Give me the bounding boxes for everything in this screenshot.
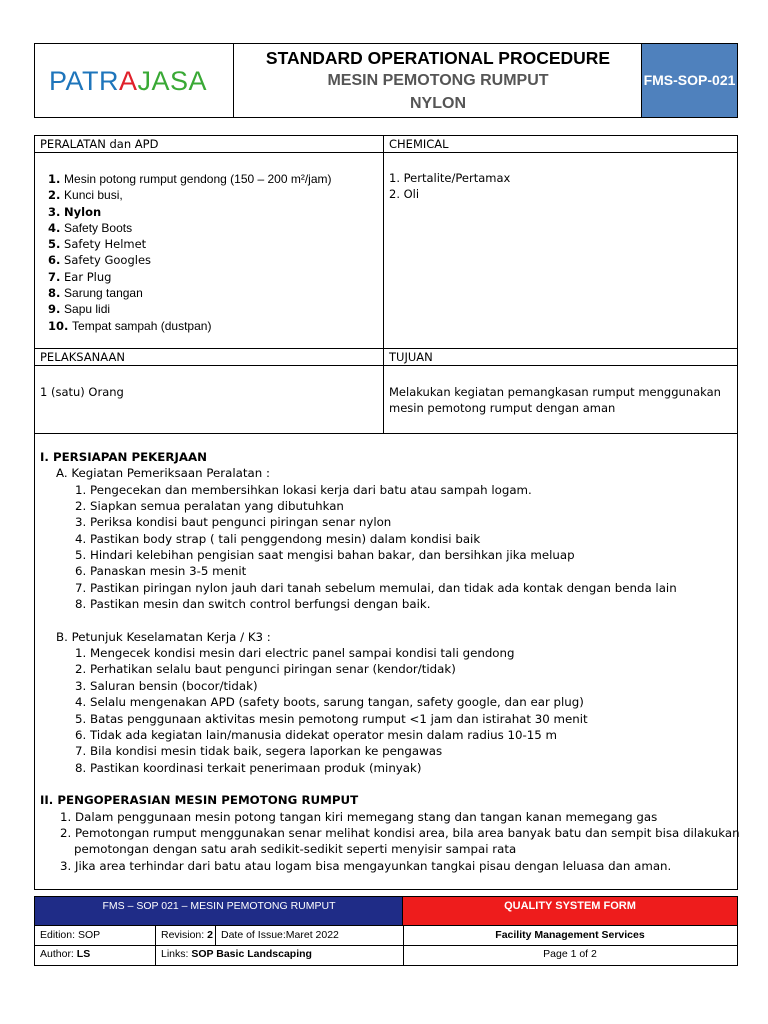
equipment-heading: PERALATAN dan APD xyxy=(40,137,159,151)
list-item: 3. Jika area terhindar dari batu atau logam bisa mengayunkan tangkai pisau dengan leluasa dan aman. xyxy=(60,858,672,873)
list-item: 5. Safety Helmet xyxy=(48,237,147,252)
document-header xyxy=(34,43,738,118)
list-item: 7. Bila kondisi mesin tidak baik, segera laporkan ke pengawas xyxy=(75,744,443,759)
column-divider xyxy=(215,926,216,945)
list-item: 7. Ear Plug xyxy=(48,269,112,284)
list-item: 5. Batas penggunaan aktivitas mesin pemotong rumput <1 jam dan istirahat 30 menit xyxy=(75,711,588,726)
footer-page-number: Page 1 of 2 xyxy=(543,948,597,960)
pelaksanaan-value: 1 (satu) Orang xyxy=(40,385,124,399)
list-item: 2. Pemotongan rumput menggunakan senar melihat kondisi area, bila area banyak batu dan sempit bisa dilakukan xyxy=(60,825,740,840)
list-item: 6. Tidak ada kegiatan lain/manusia didekat operator mesin dalam radius 10-15 m xyxy=(75,727,558,742)
divider xyxy=(35,348,737,349)
list-item: 8. Sarung tangan xyxy=(48,286,143,301)
pelaksanaan-heading: PELAKSANAAN xyxy=(40,350,125,364)
list-item-continuation: pemotongan dengan satu arah sedikit-sedikit seperti menyisir sampai rata xyxy=(74,842,517,857)
document-subtitle-line1: MESIN PEMOTONG RUMPUT xyxy=(327,72,549,89)
list-item: 5. Hindari kelebihan pengisian saat mengisi bahan bakar, dan bersihkan jika meluap xyxy=(75,548,575,563)
column-divider xyxy=(155,926,156,965)
procedure-content xyxy=(40,449,740,874)
list-item: 8. Pastikan mesin dan switch control berfungsi dengan baik. xyxy=(75,597,431,612)
divider xyxy=(35,152,737,153)
divider xyxy=(35,945,737,946)
footer-doc-title: FMS – SOP 021 – MESIN PEMOTONG RUMPUT xyxy=(102,900,336,912)
divider xyxy=(35,365,737,366)
footer-department: Facility Management Services xyxy=(495,929,645,941)
subsection-title: B. Petunjuk Keselamatan Kerja / K3 : xyxy=(56,629,271,644)
list-item: 1. Dalam penggunaan mesin potong tangan kiri memegang stang dan tangan kanan memegang gas xyxy=(60,809,658,824)
list-item: 3. Nylon xyxy=(48,204,102,219)
list-item: 2. Perhatikan selalu baut pengunci piringan senar (kendor/tidak) xyxy=(75,662,456,677)
footer-edition: Edition: SOP xyxy=(40,929,101,941)
footer-title-band xyxy=(35,897,403,926)
equipment-list xyxy=(48,171,332,334)
list-item: 10. Tempat sampah (dustpan) xyxy=(48,318,212,333)
divider xyxy=(35,433,737,434)
list-item: 4. Selalu mengenakan APD (safety boots, sarung tangan, safety google, dan ear plug) xyxy=(75,695,584,710)
chemical-list xyxy=(389,170,510,203)
section-title: II. PENGOPERASIAN MESIN PEMOTONG RUMPUT xyxy=(40,793,359,808)
logo-text-part3: JASA xyxy=(137,66,208,96)
list-item: 4. Safety Boots xyxy=(48,220,133,235)
sop-body xyxy=(34,135,738,890)
tujuan-line1: Melakukan kegiatan pemangkasan rumput menggunakan xyxy=(389,385,721,399)
list-item: 2. Siapkan semua peralatan yang dibutuhkan xyxy=(75,499,344,514)
list-item: 1. Mengecek kondisi mesin dari electric panel sampai kondisi tali gendong xyxy=(75,646,515,661)
patrajasa-logo xyxy=(49,66,207,96)
document-subtitle-line2: NYLON xyxy=(410,95,466,112)
list-item: 1. Pertalite/Pertamax xyxy=(389,171,511,185)
footer-date-of-issue: Date of Issue:Maret 2022 xyxy=(221,929,339,941)
document-code: FMS-SOP-021 xyxy=(643,72,736,88)
chemical-heading: CHEMICAL xyxy=(389,137,449,151)
footer-form-band xyxy=(403,897,737,926)
list-item: 6. Safety Googles xyxy=(48,253,152,268)
footer-author: Author: LS xyxy=(40,948,91,960)
spacer xyxy=(40,776,730,792)
list-item: 9. Sapu lidi xyxy=(48,302,111,317)
list-item: 2. Oli xyxy=(389,187,420,202)
list-item: 1. Pengecekan dan membersihkan lokasi kerja dari batu atau sampah logam. xyxy=(75,482,532,497)
column-divider xyxy=(383,136,384,433)
logo-text-part1: PATR xyxy=(49,66,120,96)
list-item: 6. Panaskan mesin 3-5 menit xyxy=(75,564,247,579)
footer-revision: Revision: 2 xyxy=(161,929,213,941)
tujuan-heading: TUJUAN xyxy=(389,350,433,364)
spacer xyxy=(40,612,730,628)
logo-cell xyxy=(35,44,234,117)
list-item: 4. Pastikan body strap ( tali penggendong mesin) dalam kondisi baik xyxy=(75,531,481,546)
footer-form-label: QUALITY SYSTEM FORM xyxy=(504,900,636,912)
title-cell xyxy=(234,44,642,117)
code-cell xyxy=(642,44,737,117)
list-item: 8. Pastikan koordinasi terkait penerimaan produk (minyak) xyxy=(75,760,422,775)
subsection-title: A. Kegiatan Pemeriksaan Peralatan : xyxy=(56,466,270,481)
document-title: STANDARD OPERATIONAL PROCEDURE xyxy=(265,48,611,68)
list-item: 7. Pastikan piringan nylon jauh dari tanah sebelum memulai, dan tidak ada kontak dengan benda lain xyxy=(75,580,677,595)
list-item: 2. Kunci busi, xyxy=(48,188,123,203)
section-title: I. PERSIAPAN PEKERJAAN xyxy=(40,450,207,464)
logo-text-part2: A xyxy=(119,66,138,96)
tujuan-line2: mesin pemotong rumput dengan aman xyxy=(389,401,616,415)
list-item: 3. Saluran bensin (bocor/tidak) xyxy=(75,678,258,693)
list-item: 3. Periksa kondisi baut pengunci piringan senar nylon xyxy=(75,515,392,530)
list-item: 1. Mesin potong rumput gendong (150 – 200 m²/jam) xyxy=(48,172,332,186)
footer-links: Links: SOP Basic Landscaping xyxy=(161,948,312,960)
document-footer xyxy=(34,896,738,966)
